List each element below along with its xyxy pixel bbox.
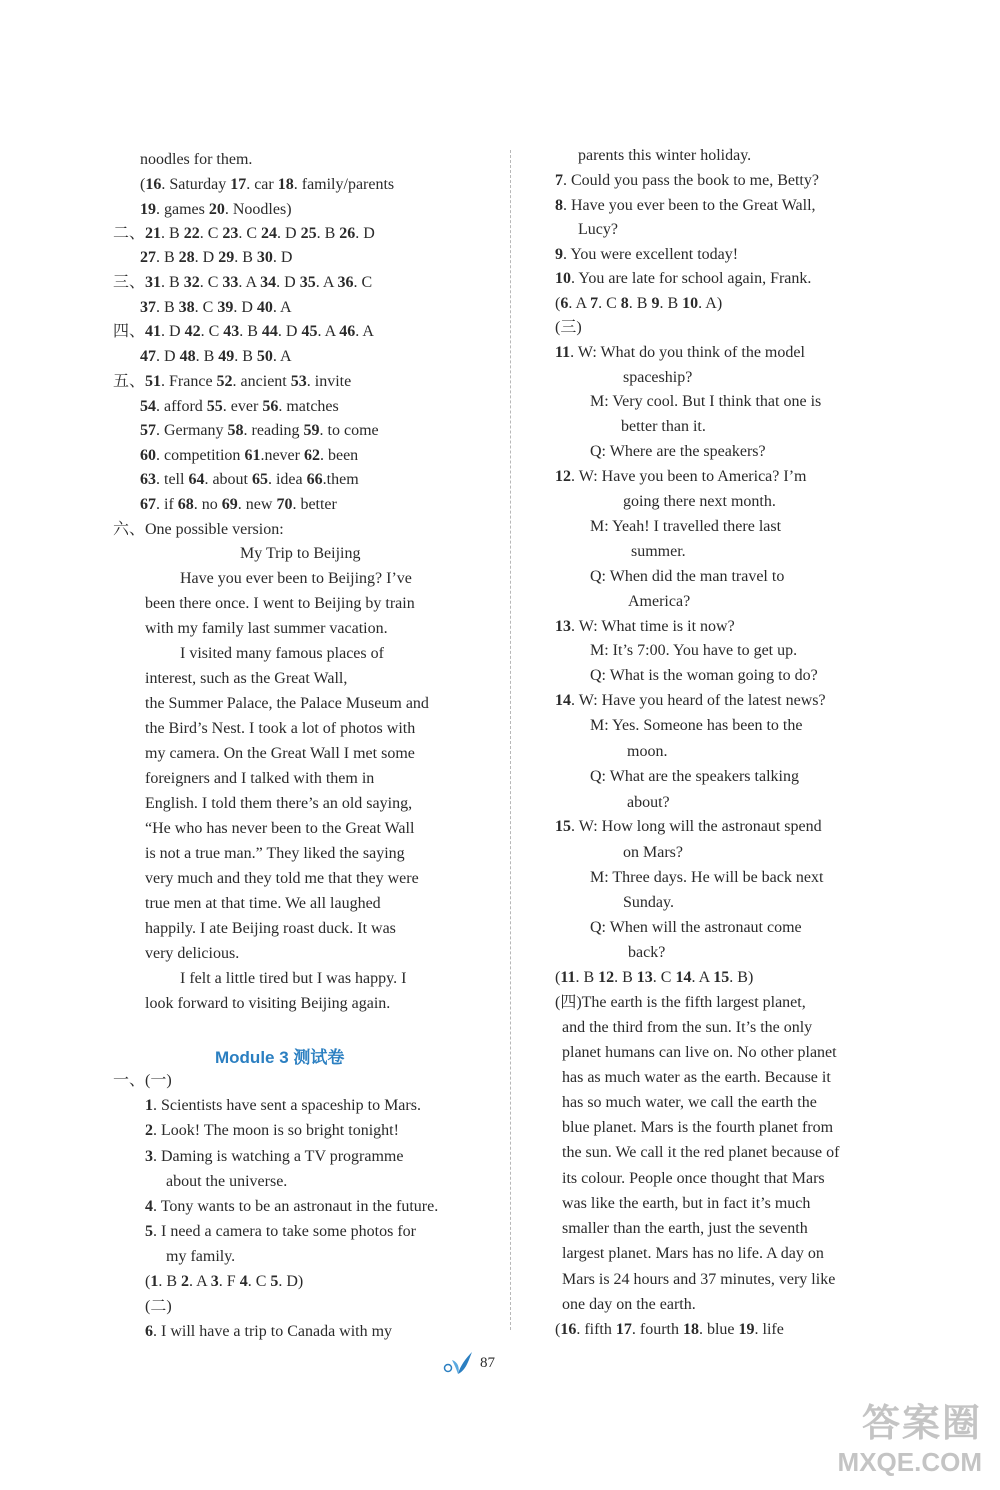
left-text-line: 57. Germany 58. reading 59. to come	[140, 422, 379, 439]
left-text-line: (二)	[145, 1298, 172, 1315]
right-text-line: 13. W: What time is it now?	[555, 618, 735, 635]
right-text-line: about?	[627, 794, 670, 811]
left-text-line: my family.	[166, 1248, 236, 1265]
left-text-line: about the universe.	[166, 1173, 288, 1190]
left-text-line: (16. Saturday 17. car 18. family/parents	[140, 176, 395, 193]
right-text-line: spaceship?	[623, 369, 693, 386]
right-text-line: has as much water as the earth. Because it	[562, 1069, 831, 1086]
right-text-line: (三)	[555, 319, 582, 336]
publisher-logo-icon	[440, 1348, 476, 1378]
left-text-line: I visited many famous places of	[180, 645, 384, 662]
right-text-line: M: Yes. Someone has been to the	[590, 717, 803, 734]
right-text-line: one day on the earth.	[562, 1296, 696, 1313]
right-text-line: parents this winter holiday.	[578, 147, 752, 164]
right-text-line: M: Three days. He will be back next	[590, 869, 824, 886]
right-text-line: (6. A 7. C 8. B 9. B 10. A)	[555, 295, 723, 312]
right-text-line: Mars is 24 hours and 37 minutes, very like	[562, 1271, 836, 1288]
left-text-line: 四、41. D 42. C 43. B 44. D 45. A 46. A	[113, 323, 374, 340]
left-text-line: My Trip to Beijing	[240, 545, 361, 562]
left-text-line: noodles for them.	[140, 151, 253, 168]
left-text-line: interest, such as the Great Wall,	[145, 670, 348, 687]
left-text-line: 六、One possible version:	[113, 521, 284, 538]
left-text-line: 19. games 20. Noodles)	[140, 201, 292, 218]
left-text-line: 5. I need a camera to take some photos for	[145, 1223, 417, 1240]
right-text-line: 8. Have you ever been to the Great Wall,	[555, 197, 816, 214]
right-text-line: 14. W: Have you heard of the latest news?	[555, 692, 826, 709]
right-text-line: moon.	[627, 743, 668, 760]
left-text-line: 27. B 28. D 29. B 30. D	[140, 249, 293, 266]
left-text-line: 三、31. B 32. C 33. A 34. D 35. A 36. C	[113, 274, 373, 291]
right-text-line: M: Very cool. But I think that one is	[590, 393, 822, 410]
left-text-line: my camera. On the Great Wall I met some	[145, 745, 415, 762]
right-text-line: summer.	[631, 543, 686, 560]
right-text-line: Q: When did the man travel to	[590, 568, 785, 585]
left-text-line: (1. B 2. A 3. F 4. C 5. D)	[145, 1273, 304, 1290]
right-text-line: 10. You are late for school again, Frank.	[555, 270, 812, 287]
right-text-line: was like the earth, but in fact it’s much	[562, 1195, 811, 1212]
left-text-line: 63. tell 64. about 65. idea 66.them	[140, 471, 359, 488]
right-text-line: largest planet. Mars has no life. A day on	[562, 1245, 824, 1262]
right-text-line: (11. B 12. B 13. C 14. A 15. B)	[555, 969, 754, 986]
left-text-line: Have you ever been to Beijing? I’ve	[180, 570, 412, 587]
left-text-line: 4. Tony wants to be an astronaut in the future.	[145, 1198, 439, 1215]
right-text-line: its colour. People once thought that Mars	[562, 1170, 825, 1187]
left-text-line: foreigners and I talked with them in	[145, 770, 375, 787]
right-text-line: (四)The earth is the fifth largest planet,	[555, 994, 806, 1011]
page-number: 87	[480, 1355, 495, 1371]
left-text-line: 6. I will have a trip to Canada with my	[145, 1323, 393, 1340]
right-text-line: Q: What is the woman going to do?	[590, 667, 818, 684]
left-text-line: I felt a little tired but I was happy. I	[180, 970, 407, 987]
left-text-line: 37. B 38. C 39. D 40. A	[140, 299, 292, 316]
right-text-line: M: It’s 7:00. You have to get up.	[590, 642, 798, 659]
left-text-line: “He who has never been to the Great Wall	[145, 820, 415, 837]
right-text-line: and the third from the sun. It’s the only	[562, 1019, 813, 1036]
left-text-line: the Summer Palace, the Palace Museum and	[145, 695, 429, 712]
module-3-heading: Module 3 测试卷	[215, 1048, 345, 1067]
left-text-line: 54. afford 55. ever 56. matches	[140, 398, 339, 415]
watermark-url: MXQE.COM	[837, 1447, 982, 1477]
left-text-line: English. I told them there’s an old saying,	[145, 795, 413, 812]
left-text-line: the Bird’s Nest. I took a lot of photos with	[145, 720, 416, 737]
left-text-line: very delicious.	[145, 945, 240, 962]
right-text-line: Q: When will the astronaut come	[590, 919, 802, 936]
right-text-line: M: Yeah! I travelled there last	[590, 518, 782, 535]
right-text-line: blue planet. Mars is the fourth planet from	[562, 1119, 834, 1136]
right-text-line: America?	[628, 593, 691, 610]
right-text-line: going there next month.	[623, 493, 776, 510]
left-text-line: 60. competition 61.never 62. been	[140, 447, 359, 464]
right-text-line: 15. W: How long will the astronaut spend	[555, 818, 822, 835]
right-text-line: Q: Where are the speakers?	[590, 443, 766, 460]
column-divider	[510, 150, 511, 1330]
right-text-line: on Mars?	[623, 844, 683, 861]
watermark-title: 答案圈	[861, 1403, 982, 1445]
watermark	[838, 1392, 982, 1478]
right-text-line: better than it.	[621, 418, 706, 435]
left-text-line: 47. D 48. B 49. B 50. A	[140, 348, 292, 365]
left-text-line: is not a true man.” They liked the saying	[145, 845, 405, 862]
left-text-line: 67. if 68. no 69. new 70. better	[140, 496, 337, 513]
left-text-line: true men at that time. We all laughed	[145, 895, 381, 912]
left-text-line: happily. I ate Beijing roast duck. It was	[145, 920, 396, 937]
right-text-line: the sun. We call it the red planet because of	[562, 1144, 840, 1161]
right-text-line: (16. fifth 17. fourth 18. blue 19. life	[555, 1321, 784, 1338]
right-text-line: Lucy?	[578, 221, 618, 238]
right-text-line: 12. W: Have you been to America? I’m	[555, 468, 807, 485]
right-text-line: Q: What are the speakers talking	[590, 768, 799, 785]
left-text-line: 1. Scientists have sent a spaceship to Mars.	[145, 1097, 421, 1114]
right-text-line: smaller than the earth, just the seventh	[562, 1220, 808, 1237]
right-text-line: Sunday.	[623, 894, 674, 911]
left-text-line: 一、(一)	[113, 1072, 172, 1089]
left-text-line: been there once. I went to Beijing by train	[145, 595, 415, 612]
left-text-line: very much and they told me that they were	[145, 870, 419, 887]
left-text-line: 3. Daming is watching a TV programme	[145, 1148, 404, 1165]
right-text-line: back?	[628, 944, 666, 961]
right-text-line: planet humans can live on. No other planet	[562, 1044, 837, 1061]
left-text-line: with my family last summer vacation.	[145, 620, 388, 637]
right-text-line: 9. You were excellent today!	[555, 246, 739, 263]
right-text-line: 11. W: What do you think of the model	[555, 344, 805, 361]
left-text-line: 二、21. B 22. C 23. C 24. D 25. B 26. D	[113, 225, 375, 242]
left-text-line: look forward to visiting Beijing again.	[145, 995, 391, 1012]
right-text-line: has so much water, we call the earth the	[562, 1094, 817, 1111]
left-text-line: 五、51. France 52. ancient 53. invite	[113, 373, 352, 390]
left-text-line: 2. Look! The moon is so bright tonight!	[145, 1122, 399, 1139]
right-text-line: 7. Could you pass the book to me, Betty?	[555, 172, 819, 189]
